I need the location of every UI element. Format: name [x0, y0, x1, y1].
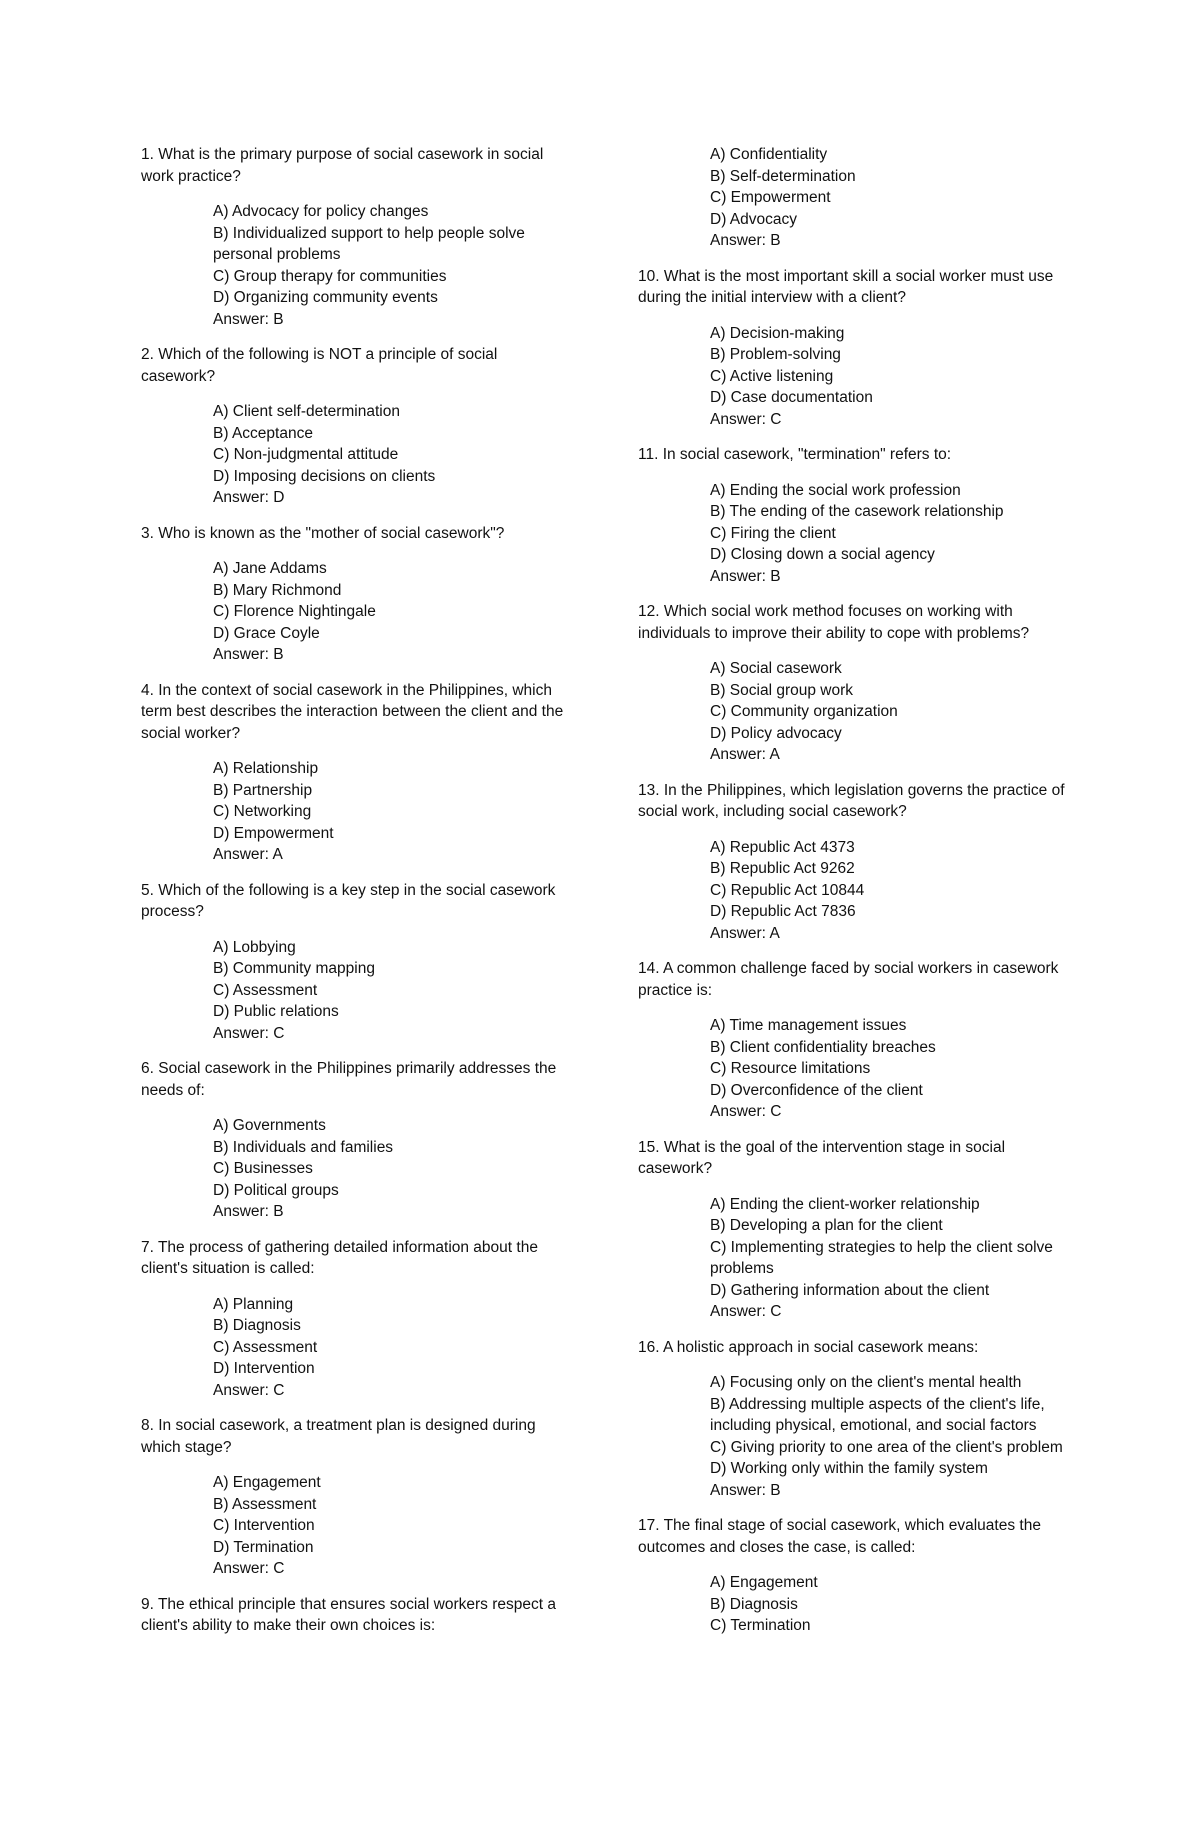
question-text: 14. A common challenge faced by social workers in casework practice is: [638, 960, 1059, 999]
option: C) Florence Nightingale [213, 603, 376, 620]
option: A) Engagement [710, 1574, 818, 1591]
option: A) Engagement [213, 1474, 321, 1491]
option: D) Advocacy [710, 210, 798, 228]
answer-text: Answer: B [710, 567, 781, 585]
option: B) Client confidentiality breaches [710, 1038, 936, 1056]
option: D) Imposing decisions on clients [213, 467, 436, 485]
answer-text: Answer: C [710, 1303, 782, 1320]
options-list [213, 758, 571, 844]
option: D) Working only within the family system [710, 1460, 988, 1477]
question-block [638, 780, 1068, 945]
option: B) Individualized support to help people solve personal problems [213, 224, 525, 263]
options-list [213, 937, 571, 1023]
option: C) Resource limitations [710, 1060, 871, 1077]
answer-text: Answer: C [213, 1024, 285, 1042]
option: A) Relationship [213, 760, 319, 777]
option: C) Businesses [213, 1160, 313, 1177]
question-block [141, 880, 571, 1045]
question-text: 12. Which social work method focuses on working with individuals to improve their ability to cope with problems? [638, 603, 1030, 642]
option: B) Developing a plan for the client [710, 1217, 943, 1234]
question-continuation [638, 144, 1068, 252]
option: C) Empowerment [710, 189, 831, 206]
answer-text: Answer: B [710, 1481, 781, 1499]
answer-text: Answer: C [710, 1103, 782, 1120]
option: A) Decision-making [710, 324, 845, 342]
question-text: 6. Social casework in the Philippines primarily addresses the needs of: [141, 1060, 557, 1099]
question-block [638, 1337, 1068, 1502]
option: B) Acceptance [213, 424, 313, 442]
question-text: 16. A holistic approach in social casework means: [638, 1338, 979, 1356]
question-block [141, 1415, 571, 1580]
option: D) Public relations [213, 1003, 339, 1020]
answer-text: Answer: B [213, 310, 284, 328]
question-text: 5. Which of the following is a key step in the social casework process? [141, 881, 556, 920]
option: B) Diagnosis [710, 1595, 798, 1613]
question-text: 1. What is the primary purpose of social casework in social work practice? [141, 146, 544, 185]
answer-text: Answer: A [710, 924, 780, 942]
option: C) Non-judgmental attitude [213, 446, 399, 463]
option: B) Partnership [213, 781, 313, 799]
option: C) Termination [710, 1617, 811, 1634]
options-list [710, 1194, 1068, 1302]
option: D) Empowerment [213, 824, 334, 842]
option: C) Group therapy for communities [213, 267, 447, 285]
option: B) Self-determination [710, 167, 856, 185]
question-block [638, 1137, 1068, 1323]
options-list [710, 144, 1068, 230]
option: C) Networking [213, 803, 312, 820]
option: D) Political groups [213, 1181, 339, 1199]
option: A) Confidentiality [710, 146, 828, 163]
option: B) Assessment [213, 1495, 317, 1513]
question-text: 15. What is the goal of the intervention stage in social casework? [638, 1138, 1006, 1177]
question-text: 10. What is the most important skill a social worker must use during the initial interview with a client? [638, 267, 1054, 306]
question-block [141, 1594, 571, 1637]
question-block [141, 680, 571, 866]
answer-text: Answer: A [213, 846, 283, 863]
option: C) Assessment [213, 981, 318, 999]
question-text: 17. The final stage of social casework, which evaluates the outcomes and closes the case, is called: [638, 1517, 1041, 1556]
answer-text: Answer: C [213, 1560, 285, 1577]
question-block [141, 144, 571, 330]
question-text: 4. In the context of social casework in the Philippines, which term best describes the interaction between the client and the social worker? [141, 681, 564, 742]
option: D) Termination [213, 1538, 314, 1556]
options-list [710, 1372, 1068, 1480]
option: D) Case documentation [710, 389, 873, 406]
option: D) Intervention [213, 1360, 315, 1377]
option: B) Mary Richmond [213, 581, 342, 599]
question-block [638, 601, 1068, 766]
option: B) Community mapping [213, 960, 375, 977]
option: A) Planning [213, 1295, 294, 1313]
options-list [213, 1115, 571, 1201]
option: B) Addressing multiple aspects of the client's life, including physical, emotional, and social factors [710, 1395, 1045, 1434]
question-block [141, 344, 571, 509]
question-text: 11. In social casework, "termination" refers to: [638, 446, 952, 463]
answer-text: Answer: B [213, 1203, 284, 1220]
options-list [710, 837, 1068, 923]
answer-text: Answer: C [710, 410, 782, 428]
question-block [638, 958, 1068, 1123]
option: B) Republic Act 9262 [710, 860, 855, 877]
option: D) Gathering information about the client [710, 1281, 990, 1299]
option: A) Republic Act 4373 [710, 838, 855, 856]
option: D) Closing down a social agency [710, 546, 935, 563]
option: A) Advocacy for policy changes [213, 203, 429, 220]
option: C) Republic Act 10844 [710, 881, 865, 899]
option: C) Intervention [213, 1517, 315, 1534]
option: A) Ending the social work profession [710, 481, 961, 499]
option: C) Firing the client [710, 524, 836, 542]
option: A) Jane Addams [213, 560, 327, 577]
option: D) Republic Act 7836 [710, 903, 856, 920]
option: B) Individuals and families [213, 1138, 394, 1156]
option: B) Diagnosis [213, 1317, 301, 1334]
answer-text: Answer: D [213, 489, 285, 506]
option: A) Lobbying [213, 938, 296, 956]
answer-text: Answer: C [213, 1381, 285, 1399]
question-text: 9. The ethical principle that ensures social workers respect a client's ability to make their own choices is: [141, 1595, 556, 1634]
option: D) Grace Coyle [213, 624, 320, 642]
question-block [141, 523, 571, 666]
option: D) Overconfidence of the client [710, 1081, 923, 1099]
options-list [710, 480, 1068, 566]
options-list [213, 558, 571, 644]
question-text: 8. In social casework, a treatment plan is designed during which stage? [141, 1417, 536, 1456]
option: A) Time management issues [710, 1017, 907, 1034]
options-list [213, 1472, 571, 1558]
options-list [213, 1294, 571, 1380]
question-text: 13. In the Philippines, which legislation governs the practice of social work, including social casework? [638, 781, 1065, 820]
option: A) Social casework [710, 660, 842, 677]
option: A) Ending the client-worker relationship [710, 1195, 980, 1213]
option: B) Problem-solving [710, 346, 841, 363]
options-list [710, 1015, 1068, 1101]
question-block [141, 1237, 571, 1402]
option: C) Implementing strategies to help the client solve problems [710, 1238, 1053, 1277]
option: B) Social group work [710, 681, 854, 699]
question-block [638, 1515, 1068, 1637]
option: D) Policy advocacy [710, 724, 842, 742]
question-block [638, 444, 1068, 587]
question-text: 3. Who is known as the "mother of social casework"? [141, 524, 505, 542]
option: C) Giving priority to one area of the client's problem [710, 1438, 1063, 1456]
question-text: 2. Which of the following is NOT a principle of social casework? [141, 346, 498, 385]
option: C) Assessment [213, 1338, 318, 1356]
option: C) Active listening [710, 367, 834, 385]
question-block [638, 266, 1068, 431]
options-list [710, 658, 1068, 744]
answer-text: Answer: B [213, 646, 284, 663]
left-column [141, 144, 571, 1651]
question-block [141, 1058, 571, 1223]
answer-text: Answer: A [710, 746, 780, 763]
options-list [710, 1572, 1068, 1637]
option: A) Focusing only on the client's mental health [710, 1374, 1022, 1391]
question-text: 7. The process of gathering detailed information about the client's situation is called: [141, 1238, 538, 1277]
options-list [213, 201, 571, 309]
option: D) Organizing community events [213, 289, 438, 306]
option: B) The ending of the casework relationship [710, 503, 1004, 520]
options-list [213, 401, 571, 487]
option: A) Governments [213, 1117, 326, 1134]
right-column [638, 144, 1068, 1651]
option: A) Client self-determination [213, 403, 400, 420]
options-list [710, 323, 1068, 409]
option: C) Community organization [710, 703, 898, 720]
answer-text: Answer: B [710, 232, 781, 249]
